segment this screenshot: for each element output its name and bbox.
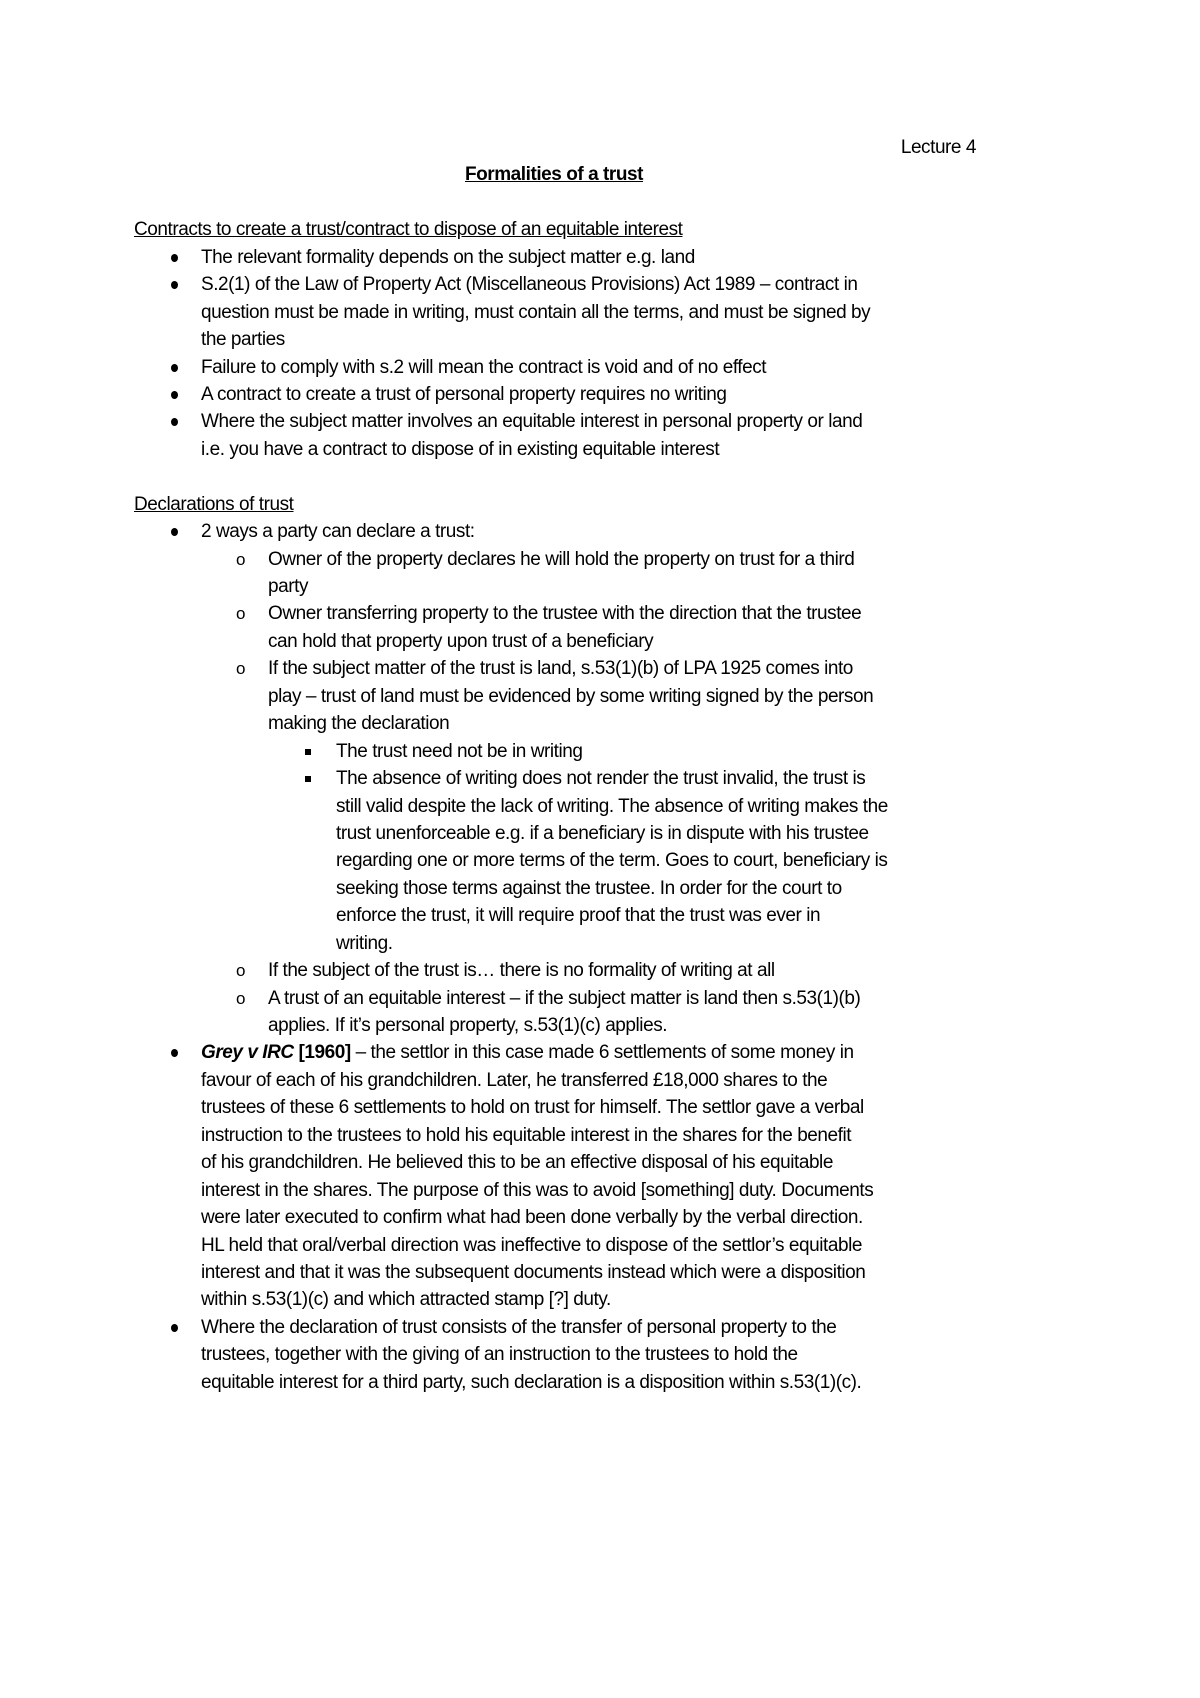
blank-line <box>0 189 1200 216</box>
list-item-line <box>0 326 1200 353</box>
list-item-line <box>0 1259 1200 1286</box>
list-item-line <box>0 381 1200 408</box>
list-item-line <box>0 957 1200 984</box>
bullet-circle-icon: o <box>236 659 246 679</box>
list-item-line <box>0 299 1200 326</box>
list-item-line <box>0 875 1200 902</box>
line-text: equitable interest for a third party, such declaration is a disposition within s.53(1)(c). <box>201 1371 862 1393</box>
list-item-line <box>0 820 1200 847</box>
list-item <box>0 1314 1200 1396</box>
line-text: The absence of writing does not render the trust invalid, the trust is <box>336 768 866 790</box>
list-item-line <box>0 793 1200 820</box>
list-item-line <box>0 1039 1200 1066</box>
list-item-line <box>0 710 1200 737</box>
list-item-line <box>0 985 1200 1012</box>
bullet-circle-icon: o <box>236 549 246 569</box>
list-item-line <box>0 1177 1200 1204</box>
list-item-line <box>0 546 1200 573</box>
list-item-line <box>0 573 1200 600</box>
list-item <box>0 271 1200 353</box>
list-item-line <box>0 655 1200 682</box>
list-item <box>0 957 1200 984</box>
document-page <box>0 134 1200 1396</box>
line-text: A trust of an equitable interest – if the subject matter is land then s.53(1)(b) <box>268 987 861 1009</box>
line-text: Where the subject matter involves an equitable interest in personal property or land <box>201 411 863 433</box>
blank-line <box>0 463 1200 490</box>
line-text: Failure to comply with s.2 will mean the contract is void and of no effect <box>201 356 767 378</box>
list-item-line <box>0 738 1200 765</box>
list-item-line <box>0 1369 1200 1396</box>
line-text: The relevant formality depends on the subject matter e.g. land <box>201 246 695 268</box>
list-item-line <box>0 271 1200 298</box>
line-text: 2 ways a party can declare a trust: <box>201 521 475 543</box>
list-item-line <box>0 628 1200 655</box>
list-item <box>0 738 1200 765</box>
line-text: Where the declaration of trust consists of the transfer of personal property to the <box>201 1316 837 1338</box>
list-item <box>0 408 1200 463</box>
list-item-line <box>0 765 1200 792</box>
line-text: instruction to the trustees to hold his equitable interest in the shares for the benefit <box>201 1124 852 1146</box>
bullet-circle-icon: o <box>236 988 246 1008</box>
list-item <box>0 600 1200 655</box>
line-text: were later executed to confirm what had been done verbally by the verbal direction. <box>201 1207 863 1229</box>
line-text: A contract to create a trust of personal property requires no writing <box>201 383 727 405</box>
list-item-line <box>0 354 1200 381</box>
list-item-line <box>0 244 1200 271</box>
list-item-line <box>0 1204 1200 1231</box>
line-text: still valid despite the lack of writing. The absence of writing makes the <box>336 795 888 817</box>
list-item-line <box>0 683 1200 710</box>
document-title: Formalities of a trust <box>464 164 644 186</box>
line-text: trust unenforceable e.g. if a beneficiary is in dispute with his trustee <box>336 822 869 844</box>
list-item-line <box>0 1012 1200 1039</box>
section-heading: Contracts to create a trust/contract to dispose of an equitable interest <box>134 219 683 241</box>
list-item <box>0 354 1200 381</box>
list-item-line <box>0 930 1200 957</box>
line-text: applies. If it’s personal property, s.53(1)(c) applies. <box>268 1015 668 1036</box>
line-text: question must be made in writing, must contain all the terms, and must be signed by <box>201 301 871 323</box>
line-text: trustees of these 6 settlements to hold on trust for himself. The settlor gave a verbal <box>201 1097 864 1119</box>
list-item-line <box>0 1341 1200 1368</box>
list-item-line <box>0 902 1200 929</box>
list-item <box>0 1039 1200 1313</box>
line-text: S.2(1) of the Law of Property Act (Miscellaneous Provisions) Act 1989 – contract in <box>201 274 858 296</box>
line-text: trustees, together with the giving of an instruction to the trustees to hold the <box>201 1344 798 1366</box>
line-text: interest in the shares. The purpose of this was to avoid [something] duty. Documents <box>201 1179 874 1201</box>
list-item-line <box>0 1232 1200 1259</box>
list-item <box>0 381 1200 408</box>
case-name: Grey v IRC <box>201 1042 294 1064</box>
list-item-line <box>0 1094 1200 1121</box>
list-item <box>0 518 1200 545</box>
list-item-line <box>0 1122 1200 1149</box>
line-text: party <box>268 576 308 597</box>
list-item-line <box>0 600 1200 627</box>
list-item-line <box>0 436 1200 463</box>
line-text: regarding one or more terms of the term. Goes to court, beneficiary is <box>336 850 888 872</box>
list-item-line <box>0 1314 1200 1341</box>
line-text: of his grandchildren. He believed this to be an effective disposal of his equitable <box>201 1152 833 1174</box>
line-text: seeking those terms against the trustee. In order for the court to <box>336 877 842 899</box>
line-text: the parties <box>201 329 285 351</box>
line-text: i.e. you have a contract to dispose of in existing equitable interest <box>201 438 720 460</box>
list-item-line <box>0 1067 1200 1094</box>
line-text: If the subject of the trust is… there is no formality of writing at all <box>268 960 775 982</box>
section-heading: Declarations of trust <box>134 493 294 515</box>
list-item <box>0 765 1200 957</box>
line-text: Owner of the property declares he will hold the property on trust for a third <box>268 548 855 570</box>
list-item-line <box>0 408 1200 435</box>
bullet-circle-icon: o <box>236 961 246 981</box>
line-text: can hold that property upon trust of a beneficiary <box>268 630 654 652</box>
line-text: interest and that it was the subsequent documents instead which were a disposition <box>201 1261 866 1283</box>
line-text: making the declaration <box>268 713 450 735</box>
list-item-line <box>0 518 1200 545</box>
line-text: favour of each of his grandchildren. Later, he transferred £18,000 shares to the <box>201 1069 828 1091</box>
line-text: play – trust of land must be evidenced by some writing signed by the person <box>268 685 874 707</box>
line-text: Owner transferring property to the trustee with the direction that the trustee <box>268 603 862 625</box>
list-item-line <box>0 1286 1200 1313</box>
list-item <box>0 655 1200 737</box>
list-item-line <box>0 1149 1200 1176</box>
line-text: HL held that oral/verbal direction was ineffective to dispose of the settlor’s equitable <box>201 1234 862 1256</box>
case-year: [1960] <box>298 1042 351 1064</box>
list-item <box>0 546 1200 601</box>
line-text: writing. <box>336 932 393 954</box>
line-text: within s.53(1)(c) and which attracted stamp [?] duty. <box>201 1289 611 1311</box>
bullet-circle-icon: o <box>236 604 246 624</box>
line-text: enforce the trust, it will require proof that the trust was ever in <box>336 905 821 927</box>
line-text: – the settlor in this case made 6 settlements of some money in <box>350 1042 854 1064</box>
list-item <box>0 985 1200 1040</box>
list-item <box>0 244 1200 271</box>
line-text: If the subject matter of the trust is land, s.53(1)(b) of LPA 1925 comes into <box>268 658 853 680</box>
list-item-line <box>0 847 1200 874</box>
lecture-number: Lecture 4 <box>900 137 976 158</box>
line-text: The trust need not be in writing <box>336 740 583 762</box>
